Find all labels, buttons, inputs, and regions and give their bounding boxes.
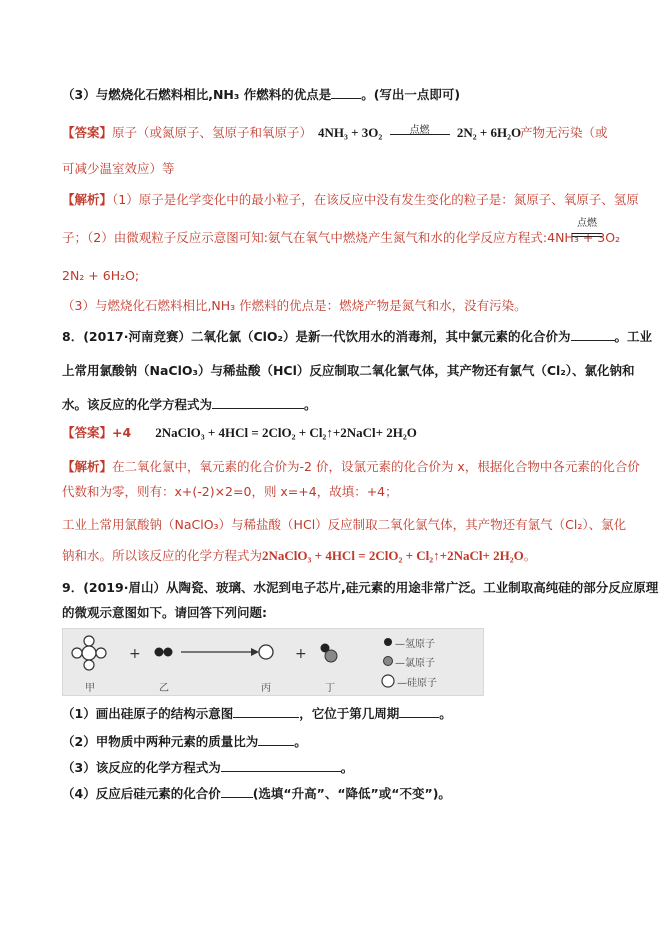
answer-8-equation: 2NaClO₃ + 4HCl = 2ClO₂ + Cl₂↑+2NaCl+ 2H₂O xyxy=(155,425,417,440)
answer-blank xyxy=(221,785,253,798)
molecule-jia xyxy=(72,636,106,670)
legend-chlorine-symbol xyxy=(384,657,393,666)
legend-hydrogen-symbol xyxy=(384,638,392,646)
reaction-arrow: 点燃 xyxy=(390,134,450,135)
molecule-bing xyxy=(259,645,273,659)
answer-7-line: 【答案】原子（或氮原子、氢原子和氧原子） xyxy=(62,125,313,140)
reaction-micro-diagram xyxy=(62,628,484,696)
legend-chlorine: —氯原子 xyxy=(395,658,435,669)
question-8-line-2: 上常用氯酸钠（NaClO₃）与稀盐酸（HCl）反应制取二氧化氯气体，其产物还有氯气（Cl₂）、氯化钠和 xyxy=(62,363,635,378)
molecule-ding xyxy=(321,644,338,663)
molecule-yi xyxy=(155,648,173,657)
question-9-sub-3: （3）该反应的化学方程式为 。 xyxy=(62,760,354,775)
answer-7-advantage: 产物无污染（或 xyxy=(520,125,608,140)
reaction-condition: 点燃 xyxy=(572,221,602,239)
analysis-8-line-1: 【解析】在二氧化氯中，氧元素的化合价为-2 价，设氯元素的化合价为 x，根据化合物中各元素的化合价 xyxy=(62,459,640,474)
question-9-sub-1: （1）画出硅原子的结构示意图 ，它位于第几周期 。 xyxy=(62,706,452,721)
analysis-8-line-3: 工业上常用氯酸钠（NaClO₃）与稀盐酸（HCl）反应制取二氧化氯气体，其产物还有氯气（Cl₂）、氯化 xyxy=(62,517,627,532)
answer-blank xyxy=(571,328,615,341)
question-9-sub-2: （2）甲物质中两种元素的质量比为 。 xyxy=(62,734,307,749)
analysis-8-line-4: 钠和水。所以该反应的化学方程式为2NaClO₃ + 4HCl = 2ClO₂ + Cl₂↑+2NaCl+ 2H₂O。 xyxy=(62,548,537,563)
plus-sign-2: + xyxy=(295,646,307,662)
answer-blank xyxy=(221,759,341,772)
answer-blank xyxy=(331,86,361,99)
answer-blank xyxy=(212,396,304,409)
question-3-line: （3）与燃烧化石燃料相比,NH₃ 作燃料的优点是 。(写出一点即可) xyxy=(62,87,461,102)
plus-sign: + xyxy=(129,646,141,662)
answer-blank xyxy=(399,705,439,718)
label-bing: 丙 xyxy=(261,683,271,694)
question-9-line-1: 9．(2019·眉山）从陶瓷、玻璃、水泥到电子芯片,硅元素的用途非常广泛。工业制取高纯硅的部分反应原理 xyxy=(62,580,659,595)
label-ding: 丁 xyxy=(325,683,335,694)
legend xyxy=(382,638,394,687)
analysis-8-line-2: 代数和为零，则有：x+(-2)×2=0，则 x=+4，故填：+4； xyxy=(62,484,398,499)
arrow-head xyxy=(251,648,259,656)
answer-blank xyxy=(233,705,299,718)
question-8-line-3: 水。该反应的化学方程式为 。 xyxy=(62,397,317,412)
legend-silicon-symbol xyxy=(382,675,394,687)
question-8-line-1: 8．(2017·河南竞赛）二氧化氯（ClO₂）是新一代饮用水的消毒剂，其中氯元素的化合价为 。工业 xyxy=(62,329,653,344)
analysis-7-line-1: 【解析】（1）原子是化学变化中的最小粒子，在该反应中没有发生变化的粒子是：氮原子、氧原子、氢原 xyxy=(62,192,639,207)
analysis-7-line-4: （3）与燃烧化石燃料相比,NH₃ 作燃料的优点是：燃烧产物是氮气和水，没有污染。 xyxy=(62,298,527,313)
answer-7-equation: 4NH₃ + 3O₂ 点燃 2N₂ + 6H₂O xyxy=(318,124,522,140)
legend-hydrogen: —氢原子 xyxy=(395,639,435,650)
answer-7-continued: 可减少温室效应）等 xyxy=(62,161,175,176)
analysis-tag: 【解析】 xyxy=(62,192,113,207)
answer-8-line: 【答案】+4 2NaClO₃ + 4HCl = 2ClO₂ + Cl₂↑+2NaCl+ 2H₂O xyxy=(62,425,417,440)
answer-tag: 【答案】 xyxy=(62,425,113,440)
question-9-sub-4: （4）反应后硅元素的化合价 (选填“升高”、“降低”或“不变”)。 xyxy=(62,786,451,801)
answer-blank xyxy=(258,733,294,746)
question-9-line-2: 的微观示意图如下。请回答下列问题: xyxy=(62,605,267,620)
answer-tag: 【答案】 xyxy=(62,125,113,140)
analysis-tag: 【解析】 xyxy=(62,459,113,474)
label-yi: 乙 xyxy=(159,683,169,694)
legend-silicon: —硅原子 xyxy=(397,678,437,689)
analysis-7-line-3: 2N₂ + 6H₂O; xyxy=(62,268,140,283)
analysis-7-line-2: 子；（2）由微观粒子反应示意图可知:氨气在氧气中燃烧产生氮气和水的化学反应方程式:4NH₃ + 3O₂ xyxy=(62,230,621,245)
label-jia: 甲 xyxy=(85,683,95,694)
